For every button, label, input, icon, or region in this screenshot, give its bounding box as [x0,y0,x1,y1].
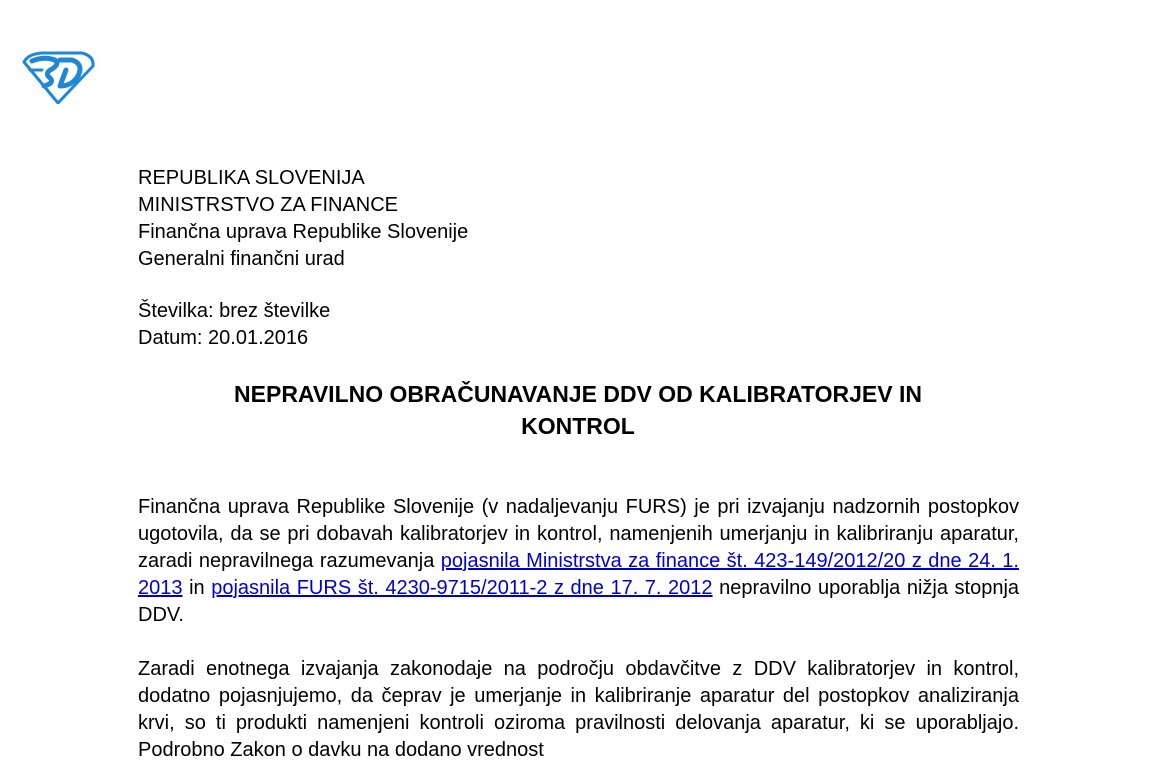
document-meta [138,298,330,352]
document-title-line1: NEPRAVILNO OBRAČUNAVANJE DDV OD KALIBRATORJEV IN [234,381,922,407]
paragraph-1-text-c: nepravilno uporablja nižja stopnja DDV. [138,577,1020,626]
document-title-line2: KONTROL [521,413,635,439]
issuer-header [138,165,468,273]
header-line-republic: REPUBLIKA SLOVENIJA [138,167,365,189]
paragraph-1-text-a: Finančna uprava Republike Slovenije (v nadaljevanju FURS) je pri izvajanju nadzornih postopkov ugotovila, da se pri dobavah kalibratorjev in kontrol, namenjenih umerjanju in kalibriranju aparatur, zaradi nepravilnega razumevanja [138,496,1019,572]
link-furs-explanation[interactable]: pojasnila FURS št. 4230-9715/2011-2 z dne 17. 7. 2012 [211,577,713,599]
body-paragraph-1 [138,494,1019,629]
header-line-ministry: MINISTRSTVO ZA FINANCE [138,194,399,216]
link-ministry-explanation[interactable]: pojasnila Ministrstva za finance št. 423-149/2012/20 z dne 24. 1. 2013 [138,550,1019,599]
document-date: Datum: 20.01.2016 [138,327,309,349]
header-line-administration: Finančna uprava Republike Slovenije [138,221,469,243]
paragraph-1-text-b: in [182,577,212,599]
header-line-office: Generalni finančni urad [138,248,345,270]
document-number: Številka: brez številke [138,300,331,322]
shield-logo-icon [22,50,96,104]
body-paragraph-2: Zaradi enotnega izvajanja zakonodaje na področju obdavčitve z DDV kalibratorjev in kontrol, dodatno pojasnjujemo, da čeprav je umerjanje in kalibriranje aparatur del postopkov analiziranja krvi, so ti produkti namenjeni kontroli oziroma pravilnosti delovanja aparatur, ki se uporabljajo. Podrobno Zakon o davku na dodano vrednost [138,658,1019,761]
document-title [138,378,1018,442]
